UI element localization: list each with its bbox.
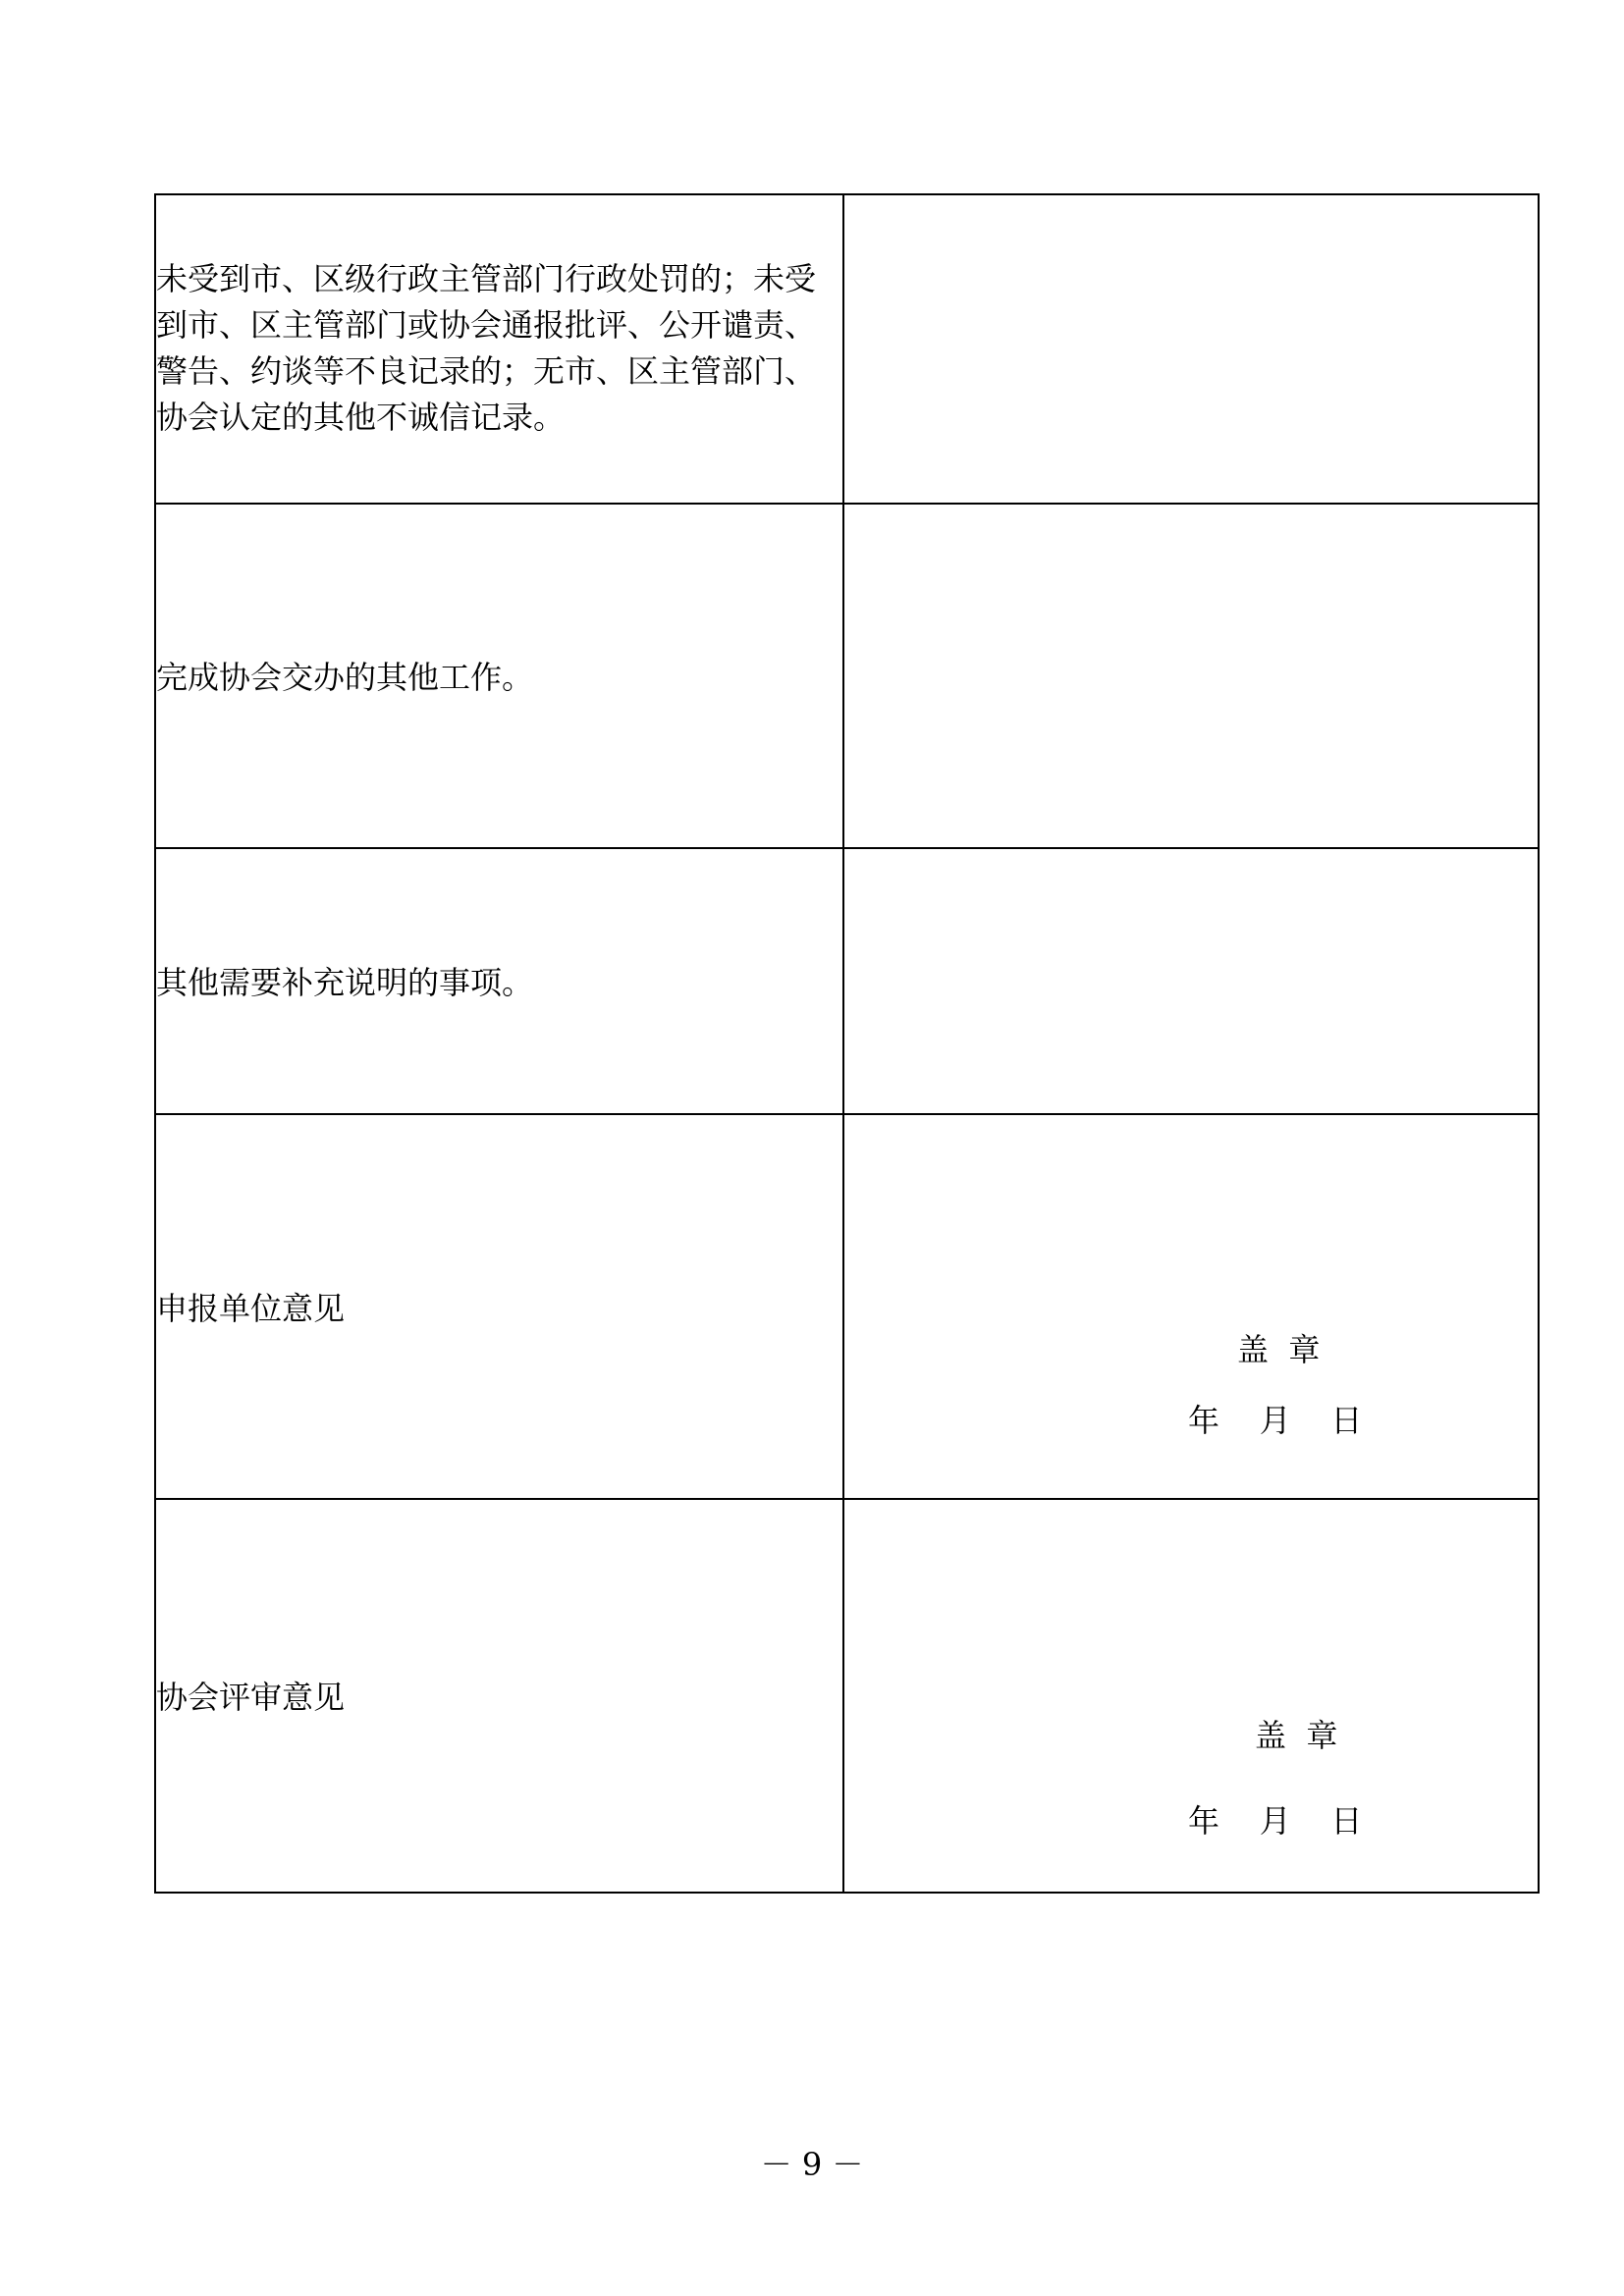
date-label: 年 月 日 [1188, 1802, 1363, 1840]
table-row [155, 504, 1539, 848]
row-label-other-work: 完成协会交办的其他工作。 [155, 504, 843, 848]
row-label-association-review: 协会评审意见 [155, 1499, 843, 1893]
table-row [155, 848, 1539, 1114]
seal-label: 盖 章 [1255, 1717, 1338, 1754]
seal-label: 盖 章 [1237, 1331, 1321, 1368]
table-row [155, 194, 1539, 504]
page-number: － 9 － [760, 2146, 864, 2183]
row-value-supplementary[interactable] [843, 848, 1539, 1114]
row-label-credit-record: 未受到市、区级行政主管部门行政处罚的；未受到市、区主管部门或协会通报批评、公开谴责、警告、约谈等不良记录的；无市、区主管部门、协会认定的其他不诚信记录。 [155, 194, 843, 504]
table-row [155, 1499, 1539, 1893]
row-value-association-review[interactable] [843, 1499, 1539, 1893]
table-row [155, 1114, 1539, 1499]
date-label: 年 月 日 [1188, 1402, 1363, 1439]
row-value-applicant-opinion[interactable] [843, 1114, 1539, 1499]
row-label-applicant-opinion: 申报单位意见 [155, 1114, 843, 1499]
row-label-supplementary: 其他需要补充说明的事项。 [155, 848, 843, 1114]
row-value-credit-record[interactable] [843, 194, 1539, 504]
row-value-other-work[interactable] [843, 504, 1539, 848]
application-form-table [154, 193, 1540, 1894]
